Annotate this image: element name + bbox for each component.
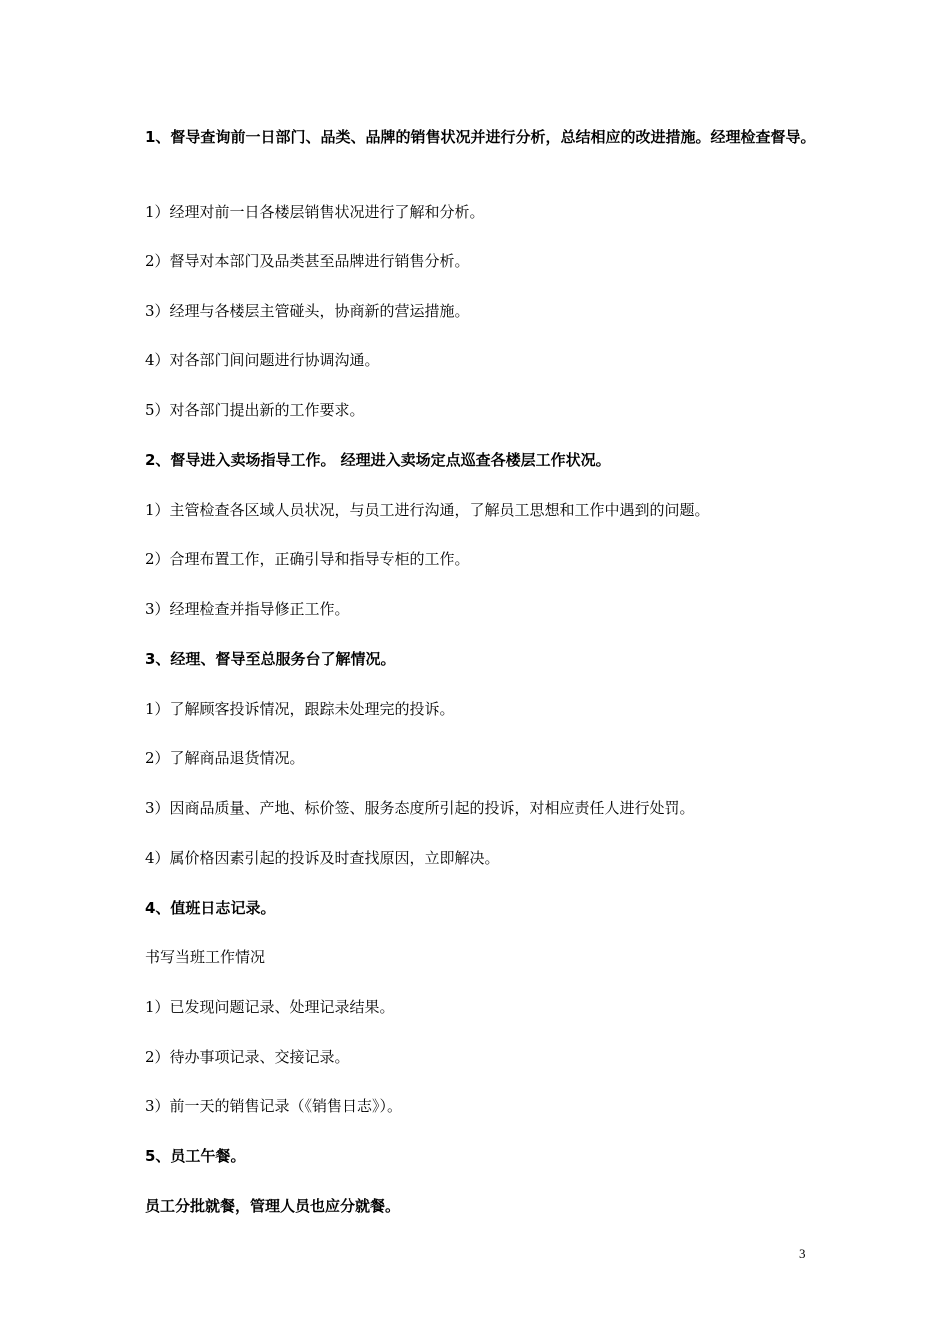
section-4-item-3: 3）前一天的销售记录（《销售日志》）。 <box>145 1097 403 1115</box>
section-4-item-1: 1）已发现问题记录、处理记录结果。 <box>145 998 395 1016</box>
section-1-item-1: 1）经理对前一日各楼层销售状况进行了解和分析。 <box>145 203 485 221</box>
section-2-item-3: 3）经理检查并指导修正工作。 <box>145 600 350 618</box>
section-1-item-4: 4）对各部门间问题进行协调沟通。 <box>145 351 380 369</box>
section-3-item-4: 4）属价格因素引起的投诉及时查找原因，立即解决。 <box>145 849 500 867</box>
section-4-heading: 4、值班日志记录。 <box>145 899 276 917</box>
section-1-item-2: 2）督导对本部门及品类甚至品牌进行销售分析。 <box>145 252 470 270</box>
section-3-item-1: 1）了解顾客投诉情况，跟踪未处理完的投诉。 <box>145 700 455 718</box>
section-5-heading: 5、员工午餐。 <box>145 1147 246 1165</box>
section-3-item-2: 2）了解商品退货情况。 <box>145 749 305 767</box>
section-1-item-5: 5）对各部门提出新的工作要求。 <box>145 401 365 419</box>
section-4-item-2: 2）待办事项记录、交接记录。 <box>145 1048 350 1066</box>
section-4-intro: 书写当班工作情况 <box>145 948 266 966</box>
section-3-heading: 3、经理、督导至总服务台了解情况。 <box>145 650 396 668</box>
page-number: 3 <box>799 1246 806 1261</box>
section-2-item-2: 2）合理布置工作，正确引导和指导专柜的工作。 <box>145 550 470 568</box>
section-1-item-3: 3）经理与各楼层主管碰头，协商新的营运措施。 <box>145 302 470 320</box>
section-3-item-3: 3）因商品质量、产地、标价签、服务态度所引起的投诉，对相应责任人进行处罚。 <box>145 799 695 817</box>
section-5-body: 员工分批就餐，管理人员也应分就餐。 <box>145 1197 401 1215</box>
section-2-item-1: 1）主管检查各区域人员状况，与员工进行沟通，了解员工思想和工作中遇到的问题。 <box>145 501 710 519</box>
section-2-heading: 2、督导进入卖场指导工作。 经理进入卖场定点巡查各楼层工作状况。 <box>145 451 611 469</box>
section-1-heading: 1、督导查询前一日部门、品类、品牌的销售状况并进行分析，总结相应的改进措施。经理检查督导。 <box>145 128 816 146</box>
